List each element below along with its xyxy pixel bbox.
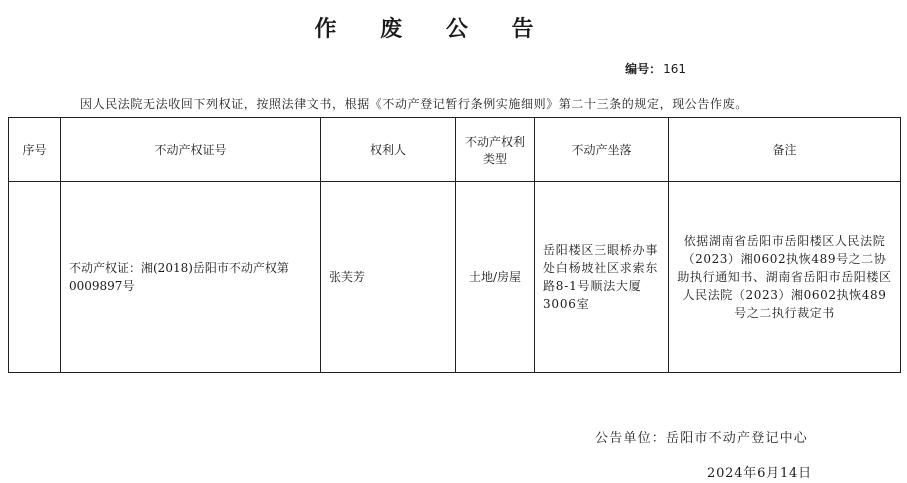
document-number <box>625 60 686 77</box>
intro-paragraph: 因人民法院无法收回下列权证，按照法律文书，根据《不动产登记暂行条例实施细则》第二十三条的规定，现公告作废。 <box>80 97 748 111</box>
header-seq: 序号 <box>9 118 61 182</box>
notice-table <box>8 117 901 373</box>
cell-seq <box>9 182 61 373</box>
document-number-value: 161 <box>663 62 686 76</box>
table-row <box>9 182 901 373</box>
header-right-type: 不动产权利类型 <box>456 118 535 182</box>
cell-owner: 张芙芳 <box>321 182 456 373</box>
header-remark: 备注 <box>669 118 901 182</box>
header-cert-no: 不动产权证号 <box>61 118 321 182</box>
cell-cert-no: 不动产权证：湘(2018)岳阳市不动产权第0009897号 <box>61 182 321 373</box>
cell-location: 岳阳楼区三眼桥办事处白杨坡社区求索东路8-1号顺法大厦3006室 <box>535 182 669 373</box>
document-number-label: 编号： <box>625 62 662 76</box>
page-title: 作 废 公 告 <box>314 17 552 42</box>
issuing-unit: 公告单位：岳阳市不动产登记中心 <box>595 431 809 446</box>
header-location: 不动产坐落 <box>535 118 669 182</box>
header-owner: 权利人 <box>321 118 456 182</box>
cell-right-type: 土地/房屋 <box>456 182 535 373</box>
cell-remark: 依据湖南省岳阳市岳阳楼区人民法院（2023）湘0602执恢489号之二协助执行通知书、湖南省岳阳市岳阳楼区人民法院（2023）湘0602执恢489号之二执行裁定书 <box>669 182 901 373</box>
table-header-row <box>9 118 901 182</box>
issue-date: 2024年6月14日 <box>707 466 812 481</box>
